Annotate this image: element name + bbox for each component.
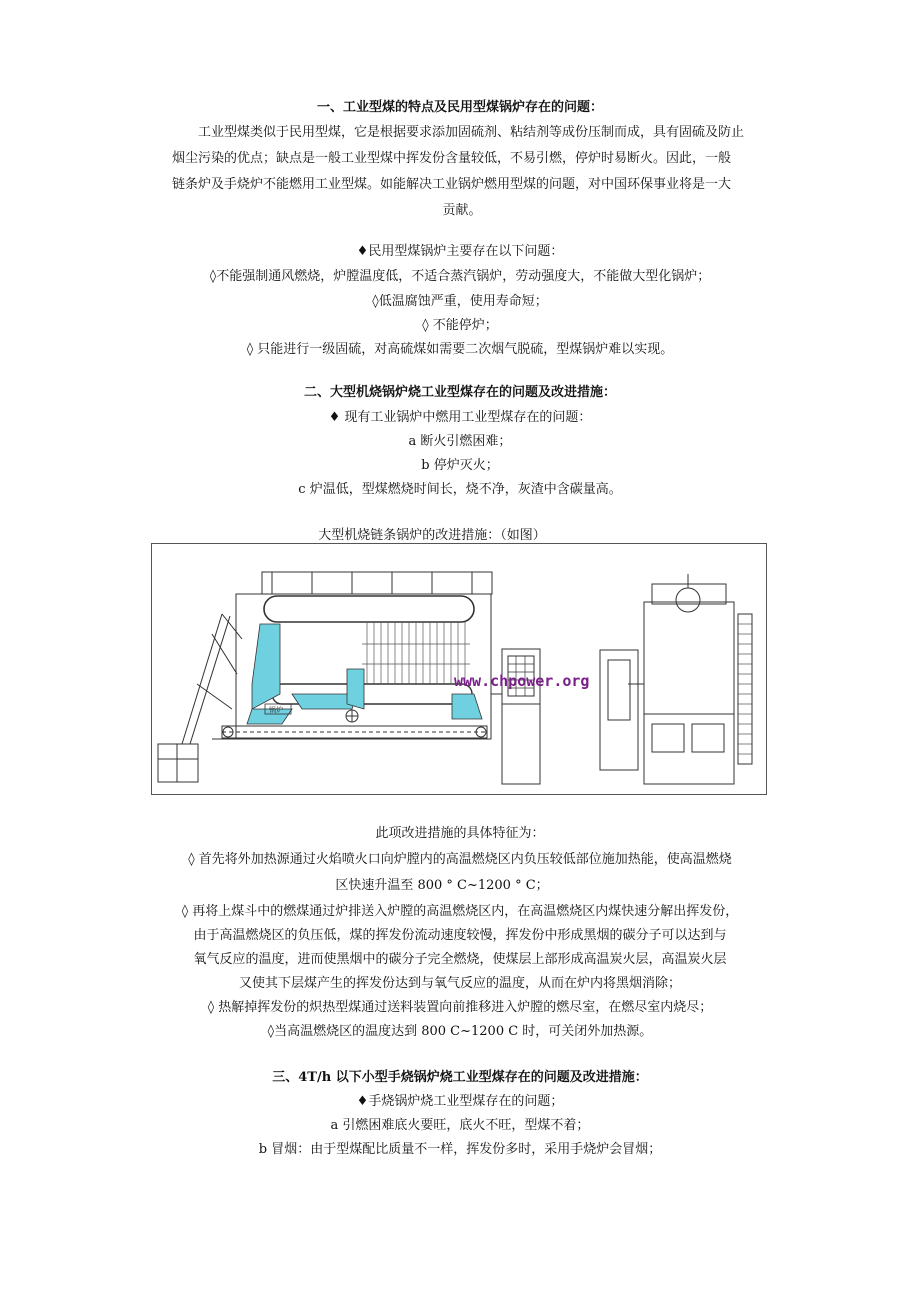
section3-list-title: ♦手烧锅炉烧工业型煤存在的问题；: [356, 1094, 564, 1109]
section1-list-item: ◊ 只能进行一级固硫，对高硫煤如需要二次烟气脱硫，型煤锅炉难以实现。: [246, 342, 674, 357]
section1-intro: [172, 120, 752, 224]
boiler-label: 锅炉: [269, 706, 283, 714]
feature-item: ◊ 首先将外加热源通过火焰喷火口向炉膛内的高温燃烧区内负压较低部位施加热能，使高温燃烧: [188, 852, 732, 867]
section1-intro-line: 贡献。: [442, 203, 482, 218]
section1-intro-line: 工业型煤类似于民用型煤，它是根据要求添加固硫剂、粘结剂等成份压制而成，具有固硫及防止: [198, 125, 745, 140]
features-title: 此项改进措施的具体特征为：: [375, 826, 545, 841]
section2-list-item: c 炉温低，型煤燃烧时间长，烧不净，灰渣中含碳量高。: [298, 482, 622, 497]
figure-caption: 大型机烧链条锅炉的改进措施：（如图）: [318, 528, 546, 543]
economizer: [491, 649, 540, 784]
section2-list-title: ♦ 现有工业锅炉中燃用工业型煤存在的问题：: [328, 410, 592, 425]
section1-list-item: ◊不能强制通风燃烧，炉膛温度低，不适合蒸汽锅炉，劳动强度大，不能做大型化锅炉；: [209, 269, 711, 284]
feature-item: ◊ 再将上煤斗中的燃煤通过炉排送入炉膛的高温燃烧区内，在高温燃烧区内煤快速分解出挥发份，: [181, 904, 739, 919]
section2-list-item: b 停炉灭火；: [421, 458, 499, 473]
feature-item: 区快速升温至 800 ° C~1200 ° C；: [335, 878, 549, 893]
section3-heading: 三、4T/h 以下小型手烧锅炉烧工业型煤存在的问题及改进措施：: [272, 1070, 648, 1085]
side-elevation: [600, 574, 752, 784]
feature-item: ◊当高温燃烧区的温度达到 800 C~1200 C 时，可关闭外加热源。: [267, 1024, 653, 1039]
section2-list-item: a 断火引燃困难；: [408, 434, 512, 449]
boiler-diagram: [151, 543, 767, 795]
feature-item: 由于高温燃烧区的负压低，煤的挥发份流动速度较慢，挥发份中形成黑烟的碳分子可以达到与: [193, 928, 727, 943]
feature-item: ◊ 热解掉挥发份的炽热型煤通过送料装置向前推移进入炉膛的燃尽室，在燃尽室内烧尽；: [207, 1000, 713, 1015]
section1-list-item: ◊ 不能停炉；: [422, 318, 498, 333]
section3-list-item: b 冒烟：由于型煤配比质量不一样，挥发份多时，采用手烧炉会冒烟；: [258, 1142, 662, 1157]
figure-watermark: www.chpower.org: [454, 672, 590, 690]
section3-list-item: a 引燃困难底火要旺，底火不旺，型煤不着；: [330, 1118, 590, 1133]
section1-list-item: ◊低温腐蚀严重，使用寿命短；: [372, 294, 548, 309]
coal-conveyor: [158, 614, 242, 782]
feature-item: 氧气反应的温度，进而使黑烟中的碳分子完全燃烧，使煤层上部形成高温炭火层，高温炭火层: [193, 952, 727, 967]
section1-intro-line: 链条炉及手烧炉不能燃用工业型煤。如能解决工业锅炉燃用型煤的问题，对中国环保事业将是一大: [172, 177, 732, 192]
boiler-diagram-drawing: [152, 544, 766, 794]
feature-item: 又使其下层煤产生的挥发份达到与氧气反应的温度，从而在炉内将黑烟消除；: [238, 976, 681, 991]
section1-intro-line: 烟尘污染的优点；缺点是一般工业型煤中挥发份含量较低，不易引燃，停炉时易断火。因此，一般: [172, 151, 732, 166]
section1-heading: 一、工业型煤的特点及民用型煤锅炉存在的问题：: [316, 100, 603, 115]
section1-list-title: ♦民用型煤锅炉主要存在以下问题：: [356, 244, 564, 259]
section2-heading: 二、大型机烧锅炉烧工业型煤存在的问题及改进措施：: [303, 385, 616, 400]
